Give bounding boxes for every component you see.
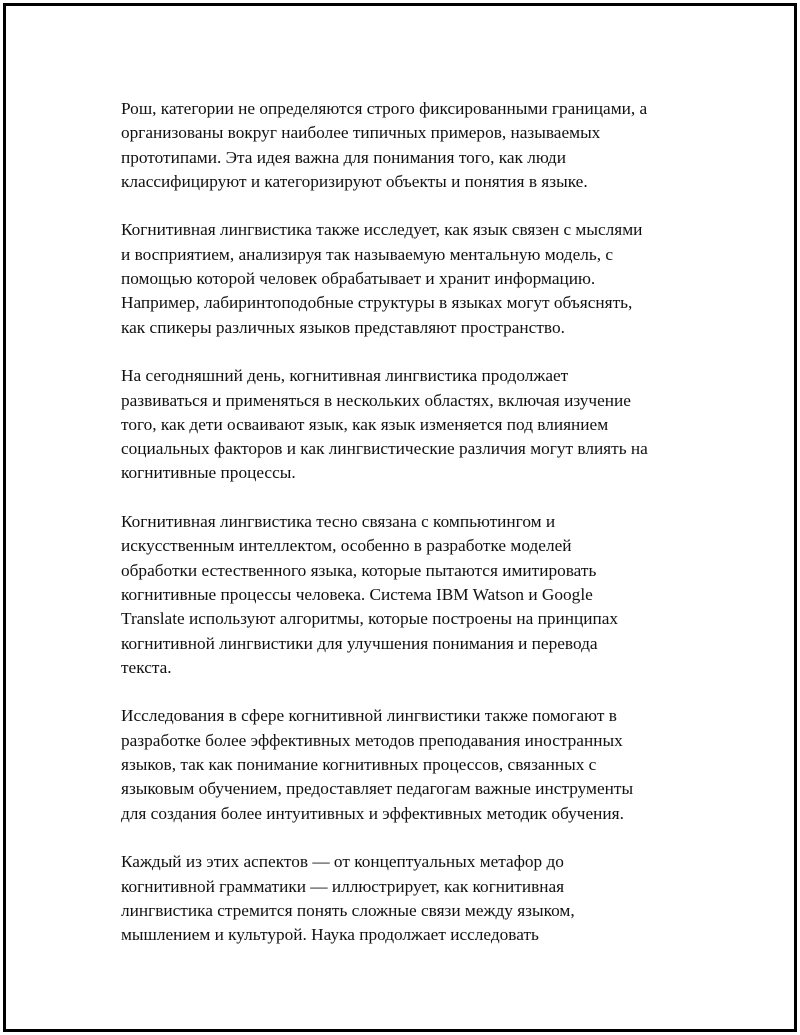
text-line: развиваться и применяться в нескольких областях, включая изучение xyxy=(121,390,631,410)
text-line: когнитивные процессы. xyxy=(121,463,296,483)
text-line: обработки естественного языка, которые пытаются имитировать xyxy=(121,560,597,580)
text-line: языков, так как понимание когнитивных процессов, связанных с xyxy=(121,755,597,775)
text-line: для создания более интуитивных и эффективных методик обучения. xyxy=(121,803,624,823)
text-line: когнитивной лингвистики для улучшения понимания и перевода xyxy=(121,633,598,653)
text-line: На сегодняшний день, когнитивная лингвистика продолжает xyxy=(121,366,569,386)
text-line: Рош, категории не определяются строго фиксированными границами, а xyxy=(121,99,648,118)
text-line: Когнитивная лингвистика также исследует, как язык связен с мыслями xyxy=(121,220,643,240)
text-line: прототипами. Эта идея важна для понимания того, как люди xyxy=(121,147,566,167)
text-line: искусственным интеллектом, особенно в разработке моделей xyxy=(121,536,572,556)
text-line: и восприятием, анализируя так называемую ментальную модель, с xyxy=(121,244,614,264)
text-line: как спикеры различных языков представляют пространство. xyxy=(121,317,565,337)
text-line: того, как дети осваивают язык, как язык изменяется под влиянием xyxy=(121,414,609,434)
text-line: Каждый из этих аспектов — от концептуальных метафор до xyxy=(121,852,564,872)
paragraph-2 xyxy=(121,218,686,339)
text-line: помощью которой человек обрабатывает и хранит информацию. xyxy=(121,269,596,289)
text-line: лингвистика стремится понять сложные связи между языком, xyxy=(121,900,575,920)
text-line: Когнитивная лингвистика тесно связана с компьютингом и xyxy=(121,512,556,532)
text-line: Исследования в сфере когнитивной лингвистики также помогают в xyxy=(121,706,617,726)
text-line: организованы вокруг наиболее типичных примеров, называемых xyxy=(121,123,601,143)
text-line: мышлением и культурой. Наука продолжает исследовать xyxy=(121,925,539,945)
paragraph-6 xyxy=(121,850,686,947)
text-line: когнитивной грамматики — иллюстрирует, как когнитивная xyxy=(121,876,565,896)
paragraph-4 xyxy=(121,510,686,680)
paragraph-1 xyxy=(121,97,686,194)
text-line: текста. xyxy=(121,657,172,677)
text-line: Например, лабиринтоподобные структуры в языках могут объяснять, xyxy=(121,293,633,313)
document-page xyxy=(3,3,797,1032)
paragraph-5 xyxy=(121,704,686,825)
paragraph-3 xyxy=(121,364,686,485)
text-line: когнитивные процессы человека. Система IBM Watson и Google xyxy=(121,584,593,604)
text-line: социальных факторов и как лингвистические различия могут влиять на xyxy=(121,439,648,459)
text-line: языковым обучением, предоставляет педагогам важные инструменты xyxy=(121,779,634,799)
text-line: классифицируют и категоризируют объекты и понятия в языке. xyxy=(121,171,588,191)
text-line: разработке более эффективных методов преподавания иностранных xyxy=(121,730,623,750)
text-line: Translate используют алгоритмы, которые построены на принципах xyxy=(121,609,619,629)
document-body xyxy=(121,97,686,972)
